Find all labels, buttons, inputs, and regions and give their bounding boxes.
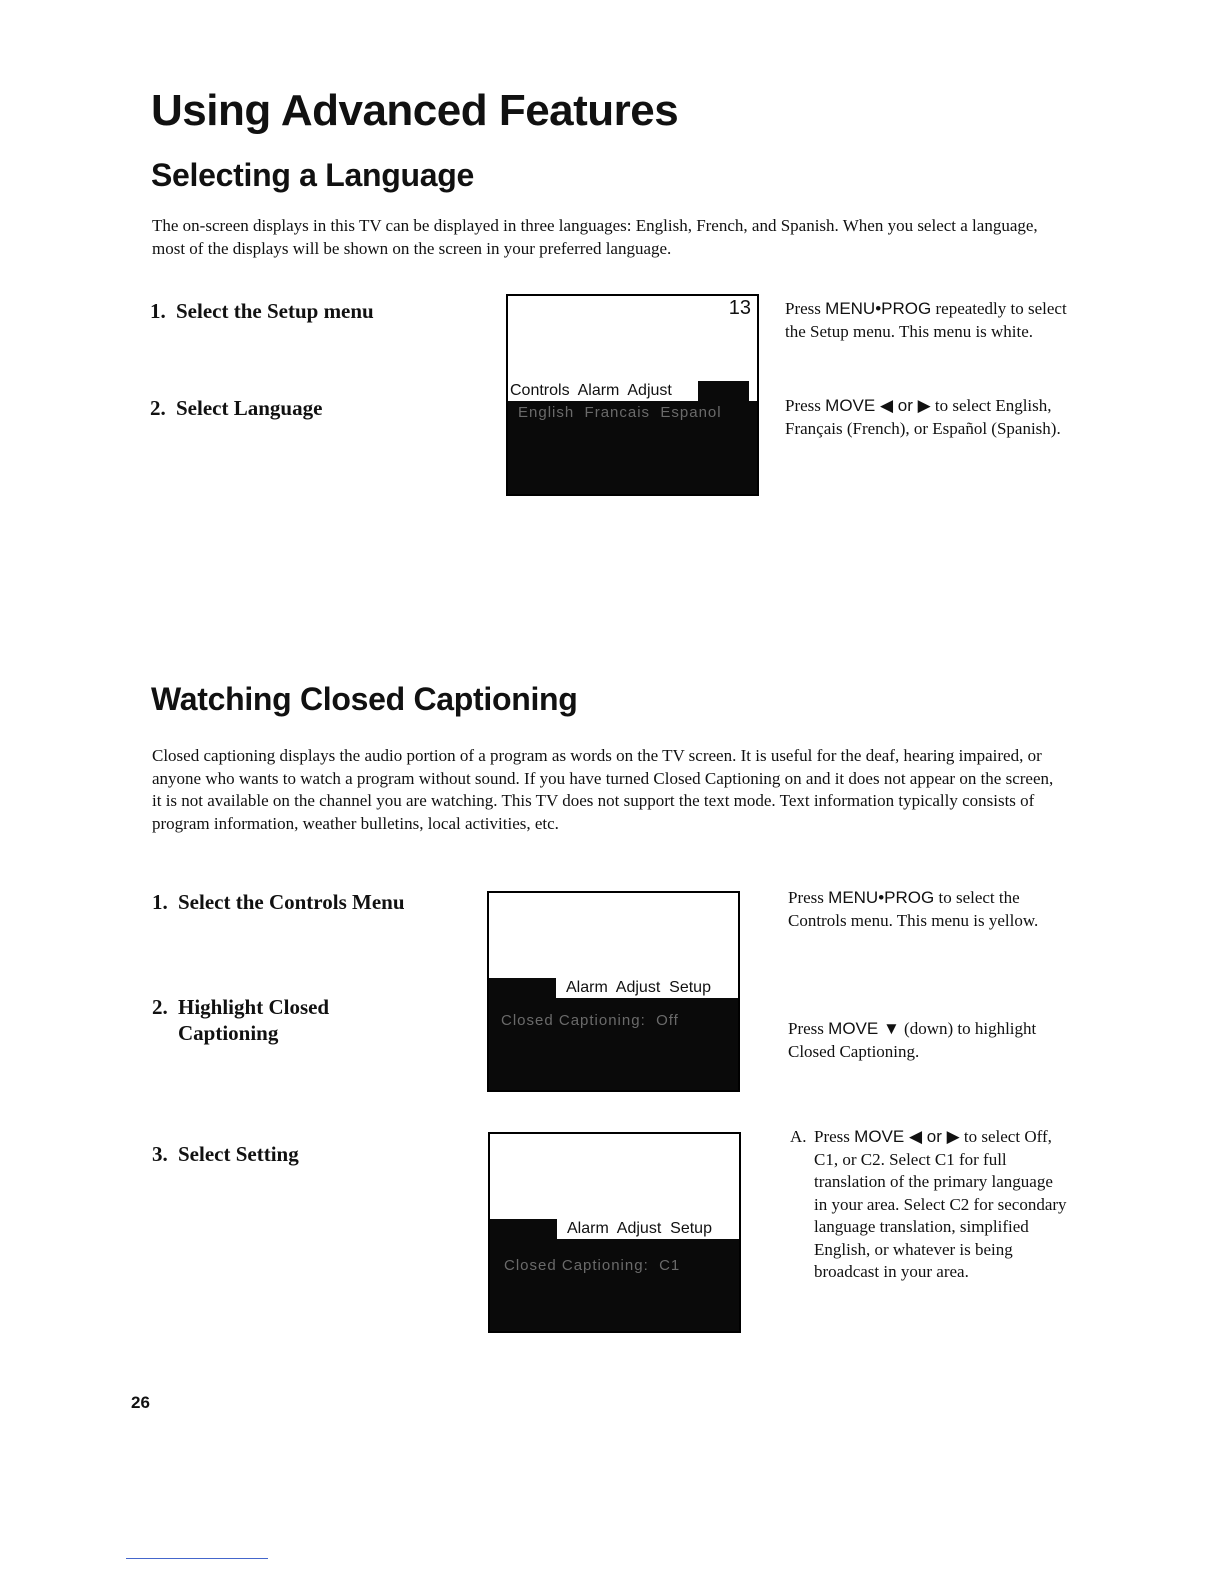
- page-title: Using Advanced Features: [151, 86, 679, 135]
- instruction-text: Press: [788, 888, 829, 907]
- captioning-step-1: [152, 889, 405, 915]
- language-options: English Francais Espanol: [518, 404, 722, 421]
- menu-tabs-label: Alarm Adjust Setup: [566, 979, 711, 996]
- footer-rule: [126, 1558, 268, 1559]
- language-instruction-1: [785, 298, 1070, 343]
- section-heading-captioning: Watching Closed Captioning: [151, 681, 578, 717]
- channel-number: 13: [728, 297, 751, 319]
- instruction-text: Press: [814, 1127, 855, 1146]
- menu-tabs: [508, 381, 757, 401]
- instruction-text: (down) to highlight Closed Captioning.: [788, 1019, 1037, 1061]
- captioning-instruction-3: [790, 1126, 1068, 1284]
- menu-prog-key: MENU•PROG: [825, 299, 932, 318]
- instruction-text: Press: [785, 396, 826, 415]
- captioning-step-2: [152, 994, 329, 1046]
- step-label: Select Setting: [178, 1142, 299, 1166]
- step-number: 2.: [152, 995, 168, 1019]
- step-number: 2.: [150, 396, 166, 420]
- language-instruction-2: [785, 395, 1070, 440]
- step-label-continued: Captioning: [178, 1021, 279, 1045]
- active-tab-controls: [490, 1219, 557, 1239]
- instruction-text: Press: [785, 299, 826, 318]
- move-key: MOVE ◀ or ▶: [854, 1127, 960, 1146]
- page-number: 26: [131, 1393, 150, 1412]
- instruction-marker: A.: [790, 1127, 807, 1146]
- captioning-option-c1: Closed Captioning: C1: [504, 1257, 681, 1274]
- section-heading-language: Selecting a Language: [151, 157, 474, 193]
- instruction-text: to select Off, C1, or C2. Select C1 for full translation of the primary language in your area. Select C2 for secondary language translation, simplified English, or whatever is being broadcast in your area.: [814, 1127, 1067, 1281]
- language-step-1: [150, 298, 374, 324]
- tv-screen-controls-off: [487, 891, 740, 1092]
- language-step-2: [150, 395, 322, 421]
- menu-tabs: [489, 978, 738, 998]
- instruction-text: repeatedly to select the Setup menu. This menu is white.: [785, 299, 1067, 341]
- move-key: MOVE ◀ or ▶: [825, 396, 931, 415]
- step-number: 1.: [152, 890, 168, 914]
- step-label: Highlight Closed: [178, 995, 330, 1019]
- menu-panel: [489, 998, 738, 1090]
- captioning-instruction-1: [788, 887, 1073, 932]
- step-label: Select Language: [176, 396, 323, 420]
- instruction-text: to select English, Français (French), or Español (Spanish).: [785, 396, 1061, 438]
- language-intro: The on-screen displays in this TV can be displayed in three languages: English, French, and Spanish. When you select a language, most of the displays will be shown on the screen in your preferred language.: [152, 216, 1038, 258]
- instruction-text: to select the Controls menu. This menu is yellow.: [788, 888, 1039, 930]
- menu-tabs-label: Alarm Adjust Setup: [567, 1220, 712, 1237]
- menu-tabs-label: Controls Alarm Adjust: [510, 382, 672, 399]
- menu-prog-key: MENU•PROG: [828, 888, 935, 907]
- move-down-key: MOVE ▼: [828, 1019, 900, 1038]
- menu-panel: [490, 1239, 739, 1331]
- active-tab-setup: [698, 381, 749, 401]
- active-tab-controls: [489, 978, 556, 998]
- captioning-step-3: [152, 1141, 299, 1167]
- step-label: Select the Setup menu: [176, 299, 374, 323]
- captioning-instruction-2: [788, 1018, 1058, 1063]
- menu-panel: [508, 401, 757, 494]
- step-number: 1.: [150, 299, 166, 323]
- menu-tabs: [490, 1219, 739, 1239]
- tv-screen-setup-menu: [506, 294, 759, 496]
- instruction-text: Press: [788, 1019, 829, 1038]
- step-number: 3.: [152, 1142, 168, 1166]
- tv-screen-controls-c1: [488, 1132, 741, 1333]
- step-label: Select the Controls Menu: [178, 890, 405, 914]
- captioning-intro: Closed captioning displays the audio portion of a program as words on the TV screen. It is useful for the deaf, hearing impaired, or anyone who wants to watch a program without sound. If you have turned Closed Captioning on and it does not appear on the screen, it is not available on the channel you are watching. This TV does not support the text mode. Text information typically consists of program information, weather bulletins, local activities, etc.: [152, 746, 1054, 833]
- captioning-option-off: Closed Captioning: Off: [501, 1012, 679, 1029]
